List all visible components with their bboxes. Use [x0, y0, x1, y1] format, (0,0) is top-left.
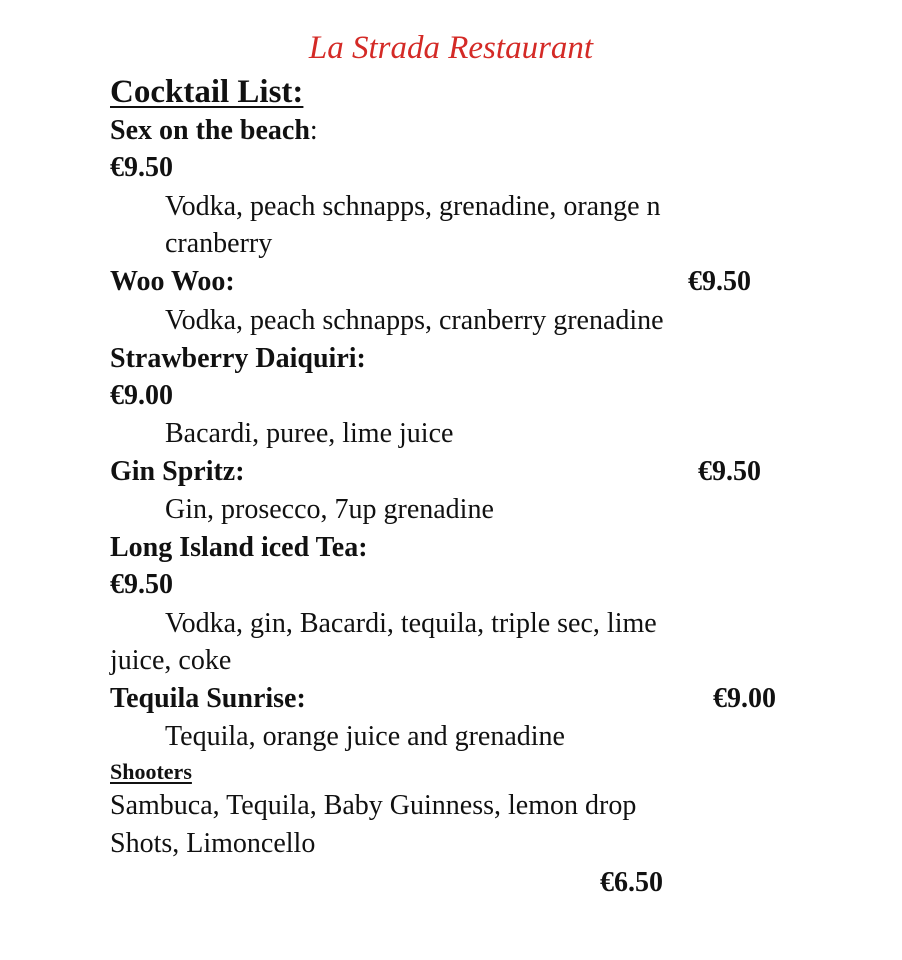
cocktail-price-gin-spritz: €9.50: [698, 456, 761, 487]
cocktail-name-gin-spritz: Gin Spritz:: [110, 456, 245, 487]
cocktail-name-woo-woo: Woo Woo:: [110, 266, 235, 297]
cocktail-name-long-island-iced-tea: Long Island iced Tea:: [110, 532, 368, 563]
restaurant-title: La Strada Restaurant: [308, 30, 594, 66]
cocktail-price-strawberry-daiquiri: €9.00: [110, 380, 173, 411]
cocktail-ingredients-gin-spritz: Gin, prosecco, 7up grenadine: [165, 494, 494, 525]
cocktail-price-long-island-iced-tea: €9.50: [110, 569, 173, 600]
cocktail-ingredients-long-island-iced-tea: Vodka, gin, Bacardi, tequila, triple sec, lime: [165, 608, 657, 639]
cocktail-name-colon: :: [309, 115, 318, 146]
cocktail-price-sex-on-the-beach: €9.50: [110, 152, 173, 183]
cocktail-price-tequila-sunrise: €9.00: [713, 683, 776, 714]
cocktail-ingredients-woo-woo: Vodka, peach schnapps, cranberry grenadine: [165, 305, 664, 336]
menu-heading: Cocktail List:: [110, 74, 304, 110]
cocktail-ingredients-tequila-sunrise: Tequila, orange juice and grenadine: [165, 721, 565, 752]
shooters-price: €6.50: [600, 867, 663, 898]
shooters-items: Sambuca, Tequila, Baby Guinness, lemon drop: [110, 790, 637, 821]
cocktail-name-tequila-sunrise: Tequila Sunrise:: [110, 683, 306, 714]
cocktail-ingredients-strawberry-daiquiri: Bacardi, puree, lime juice: [165, 418, 454, 449]
shooters-heading: Shooters: [110, 759, 192, 784]
cocktail-price-woo-woo: €9.50: [688, 266, 751, 297]
cocktail-name-strawberry-daiquiri: Strawberry Daiquiri:: [110, 343, 366, 374]
cocktail-ingredients-long-island-iced-tea-cont: juice, coke: [110, 645, 232, 676]
cocktail-name-sex-on-the-beach: [110, 114, 318, 148]
shooters-items-cont: Shots, Limoncello: [110, 828, 316, 859]
cocktail-name-text: Sex on the beach: [110, 115, 310, 146]
cocktail-ingredients-sex-on-the-beach-cont: cranberry: [165, 228, 273, 259]
cocktail-ingredients-sex-on-the-beach: Vodka, peach schnapps, grenadine, orange n: [165, 191, 661, 222]
